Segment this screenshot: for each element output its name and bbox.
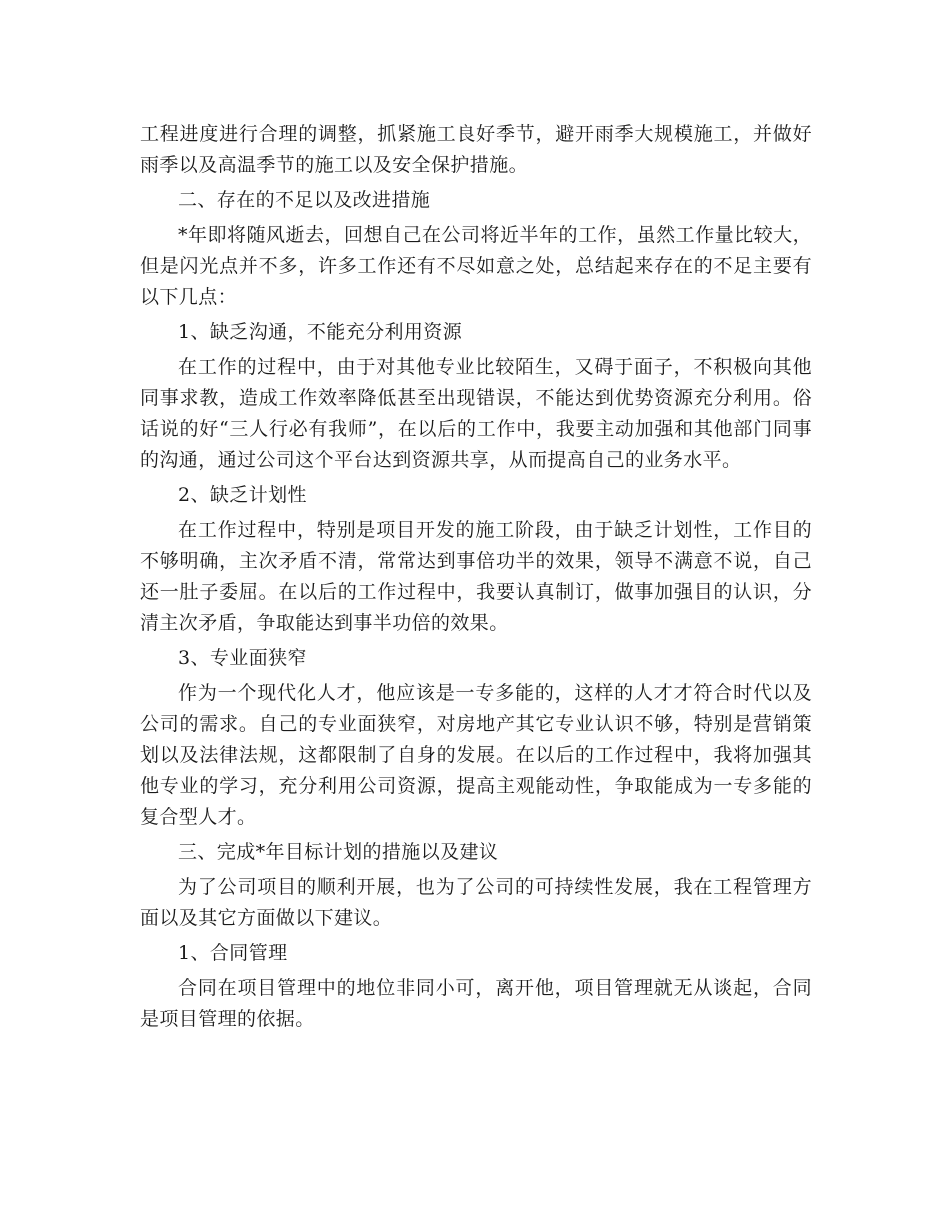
subheading-planning: 2、缺乏计划性 <box>178 484 307 506</box>
paragraph-planning: 在工作过程中，特别是项目开发的施工阶段，由于缺乏计划性，工作目的不够明确，主次矛盾不清，常常达到事倍功半的效果，领导不满意不说，自己还一肚子委屈。在以后的工作过程中，我要认真制订，做事加强目的认识，分清主次矛盾，争取能达到事半功倍的效果。 <box>140 519 812 634</box>
subheading-contract: 1、合同管理 <box>178 942 288 964</box>
paragraph-continuation: 工程进度进行合理的调整，抓紧施工良好季节，避开雨季大规模施工，并做好雨季以及高温季节的施工以及安全保护措施。 <box>140 123 812 176</box>
subheading-communication: 1、缺乏沟通，不能充分利用资源 <box>178 321 463 343</box>
subheading-narrow-expertise: 3、专业面狭窄 <box>178 647 307 669</box>
section-heading-shortcomings: 二、存在的不足以及改进措施 <box>178 189 431 211</box>
paragraph-review: *年即将随风逝去，回想自己在公司将近半年的工作，虽然工作量比较大，但是闪光点并不多，许多工作还有不尽如意之处，总结起来存在的不足主要有以下几点： <box>140 224 812 308</box>
paragraph-narrow-expertise: 作为一个现代化人才，他应该是一专多能的，这样的人才才符合时代以及公司的需求。自己的专业面狭窄，对房地产其它专业认识不够，特别是营销策划以及法律法规，这都限制了自身的发展。在以后的工作过程中，我将加强其他专业的学习，充分利用公司资源，提高主观能动性，争取能成为一专多能的复合型人才。 <box>140 682 812 828</box>
paragraph-contract: 合同在项目管理中的地位非同小可，离开他，项目管理就无从谈起，合同是项目管理的依据。 <box>140 977 812 1030</box>
section-heading-goals: 三、完成*年目标计划的措施以及建议 <box>178 841 499 863</box>
document-body <box>140 119 812 1039</box>
paragraph-communication: 在工作的过程中，由于对其他专业比较陌生，又碍于面子，不积极向其他同事求教，造成工作效率降低甚至出现错误，不能达到优势资源充分利用。俗话说的好“三人行必有我师”，在以后的工作中，我要主动加强和其他部门同事的沟通，通过公司这个平台达到资源共享，从而提高自己的业务水平。 <box>140 356 812 471</box>
paragraph-goals: 为了公司项目的顺利开展，也为了公司的可持续性发展，我在工程管理方面以及其它方面做以下建议。 <box>140 876 812 929</box>
